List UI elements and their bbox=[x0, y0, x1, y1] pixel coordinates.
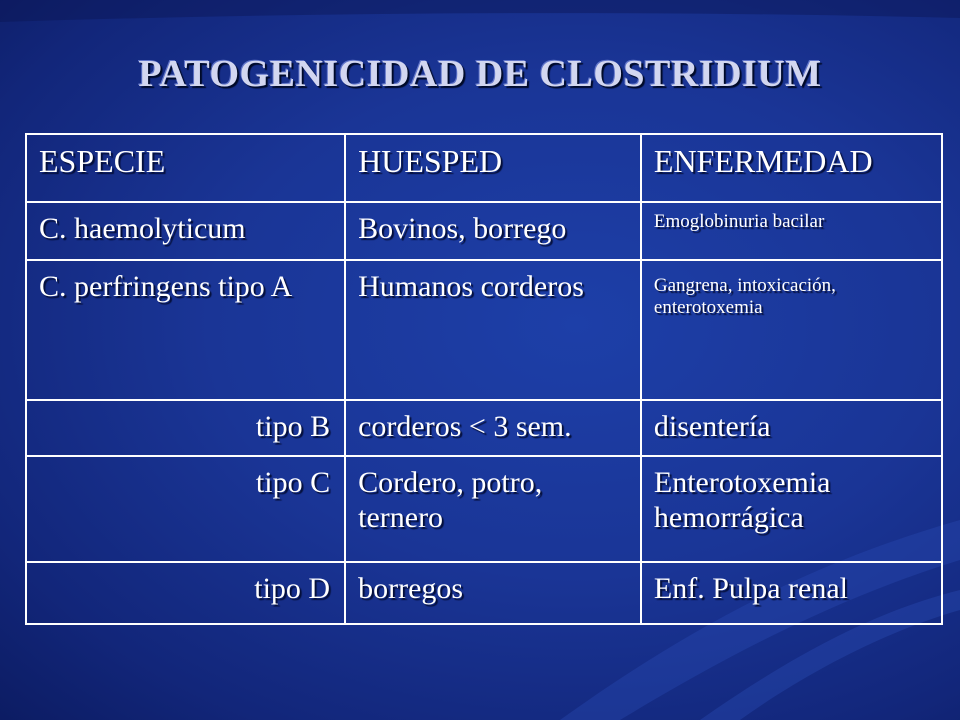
cell-especie: tipo D bbox=[26, 562, 345, 624]
cell-huesped: borregos bbox=[345, 562, 641, 624]
header-huesped: HUESPED bbox=[345, 134, 641, 202]
table-header-row bbox=[26, 134, 942, 202]
header-especie: ESPECIE bbox=[26, 134, 345, 202]
table-row bbox=[26, 260, 942, 400]
cell-especie: tipo B bbox=[26, 400, 345, 456]
cell-especie: C. perfringens tipo A bbox=[26, 260, 345, 400]
cell-enfermedad: Emoglobinuria bacilar bbox=[641, 202, 942, 260]
cell-enfermedad: Enf. Pulpa renal bbox=[641, 562, 942, 624]
cell-huesped: Bovinos, borrego bbox=[345, 202, 641, 260]
cell-especie: tipo C bbox=[26, 456, 345, 562]
cell-enfermedad: Enterotoxemia hemorrágica bbox=[641, 456, 942, 562]
cell-huesped: Humanos corderos bbox=[345, 260, 641, 400]
cell-huesped: Cordero, potro, ternero bbox=[345, 456, 641, 562]
table-row bbox=[26, 400, 942, 456]
table-row bbox=[26, 562, 942, 624]
page-title: PATOGENICIDAD DE CLOSTRIDIUM bbox=[138, 53, 822, 95]
cell-enfermedad: Gangrena, intoxicación, enterotoxemia bbox=[641, 260, 942, 400]
table-row bbox=[26, 202, 942, 260]
header-enfermedad: ENFERMEDAD bbox=[641, 134, 942, 202]
cell-enfermedad: disentería bbox=[641, 400, 942, 456]
cell-huesped: corderos < 3 sem. bbox=[345, 400, 641, 456]
table-row bbox=[26, 456, 942, 562]
cell-especie: C. haemolyticum bbox=[26, 202, 345, 260]
pathogenicity-table bbox=[25, 133, 943, 625]
